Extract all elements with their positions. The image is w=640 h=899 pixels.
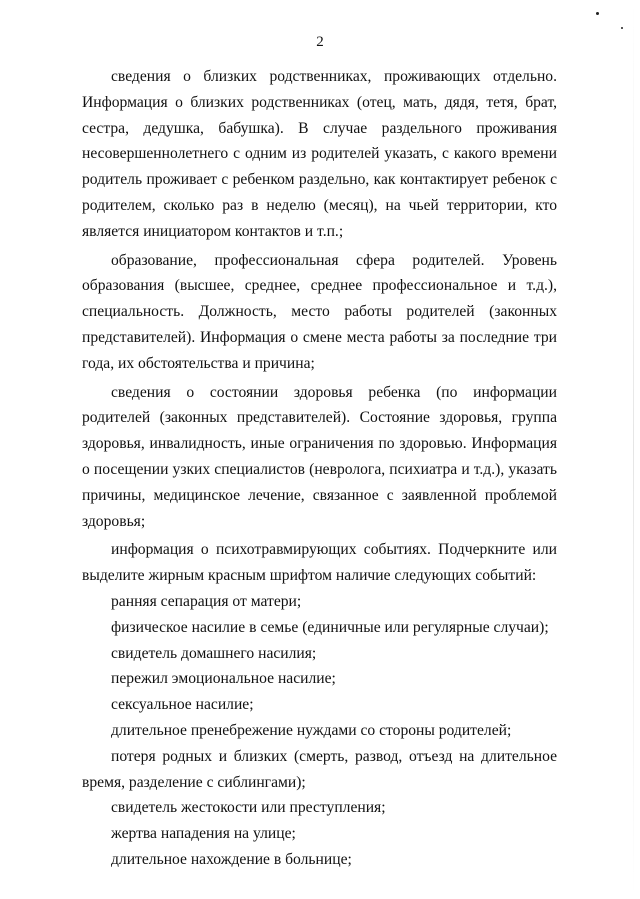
scan-speck: [596, 12, 599, 15]
list-item: длительное нахождение в больнице;: [111, 850, 352, 868]
scan-speck: [621, 27, 623, 29]
paragraph-traumatic-events: информация о психотравмирующих событиях. Подчеркните или выделите жирным красным шрифтом наличие следующих событий:: [82, 541, 557, 585]
paragraph-relatives: сведения о близких родственниках, проживающих отдельно. Информация о близких родственниках (отец, мать, дядя, тетя, брат, сестра, дедушка, бабушка). В случае раздельного проживания несовершеннолетнего с одним из родителей указать, с какого времени родитель проживает с ребенком раздельно, как контактирует ребенок с родителем, сколько раз в неделю (месяц), на чьей территории, кто является инициатором контактов и т.п.;: [82, 68, 557, 240]
list-item: сексуальное насилие;: [111, 696, 254, 714]
list-item: потеря родных и близких (смерть, развод, отъезд на длительное время, разделение с сиблингами);: [82, 747, 557, 791]
list-item: свидетель домашнего насилия;: [111, 644, 317, 662]
list-item: физическое насилие в семье (единичные или регулярные случаи);: [111, 618, 549, 636]
paragraph-education: образование, профессиональная сфера родителей. Уровень образования (высшее, среднее, среднее профессиональное и т.д.), специальность. Должность, место работы родителей (законных представителей). Информация о смене места работы за последние три года, их обстоятельства и причина;: [82, 251, 557, 372]
list-item: длительное пренебрежение нуждами со стороны родителей;: [111, 721, 512, 739]
list-item: ранняя сепарация от матери;: [111, 592, 302, 610]
list-item: жертва нападения на улице;: [111, 825, 296, 843]
document-body: [82, 64, 557, 873]
list-item: пережил эмоциональное насилие;: [111, 670, 336, 688]
paragraph-health: сведения о состоянии здоровья ребенка (по информации родителей (законных представителей). Состояние здоровья, группа здоровья, инвалидность, иные ограничения по здоровью. Информация о посещении узких специалистов (невролога, психиатра и т.д.), указать причины, медицинское лечение, связанное с заявленной проблемой здоровья;: [82, 383, 557, 530]
page-number: 2: [316, 34, 324, 50]
list-item: свидетель жестокости или преступления;: [111, 799, 386, 817]
scan-edge-shadow: [633, 0, 634, 899]
